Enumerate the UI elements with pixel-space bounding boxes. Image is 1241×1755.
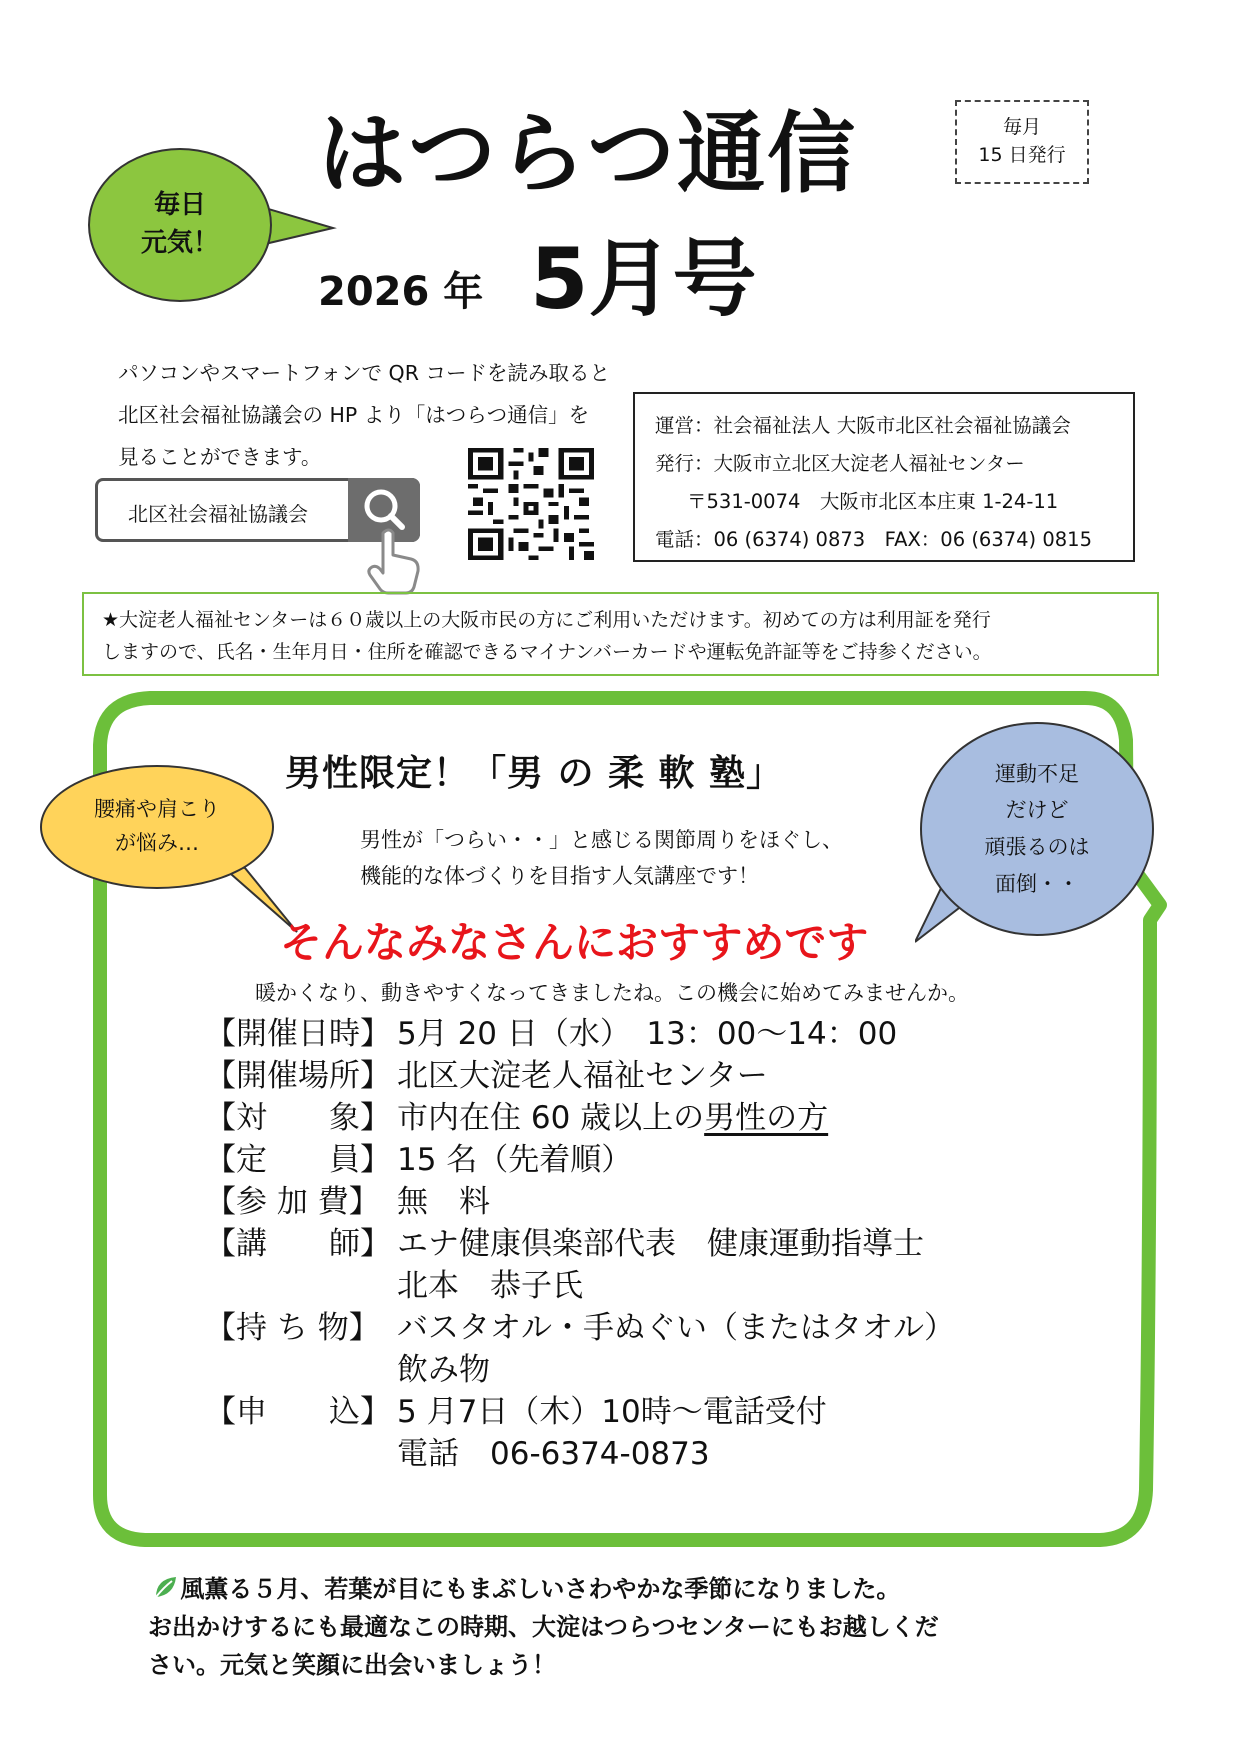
detail-row-fee xyxy=(205,1181,955,1223)
bubble-text-line1: 毎日 xyxy=(153,190,206,221)
event-title: 男性限定！「男 の 柔 軟 塾」 xyxy=(285,753,784,794)
detail-value: 飲み物 xyxy=(397,1352,490,1388)
detail-label: 【申 込】 xyxy=(205,1394,391,1430)
publisher-text: 発行：大阪市立北区大淀老人福祉センター xyxy=(655,452,1025,475)
detail-label: 【講 師】 xyxy=(205,1226,391,1262)
detail-row-lecturer xyxy=(205,1223,955,1265)
speech-bubble-blue xyxy=(920,722,1154,936)
issue-month: 5月号 xyxy=(530,230,757,328)
phone-fax-text: 電話：06 (6374) 0873 FAX：06 (6374) 0815 xyxy=(655,528,1092,551)
detail-row-items xyxy=(205,1307,955,1349)
detail-label: 【定 員】 xyxy=(205,1142,391,1178)
footer-line2: お出かけするにも最適なこの時期、大淀はつらつセンターにもお越しくだ xyxy=(148,1613,939,1641)
address-text: 〒531-0074 大阪市北区本庄東 1-24-11 xyxy=(687,490,1059,513)
detail-label: 【参 加 費】 xyxy=(205,1184,380,1220)
event-details xyxy=(205,1013,955,1475)
detail-value: 電話 06-6374-0873 xyxy=(397,1436,710,1472)
detail-label: 【対 象】 xyxy=(205,1100,391,1136)
detail-label: 【開催日時】 xyxy=(205,1016,391,1052)
invite-text: 暖かくなり、動きやすくなってきましたね。この機会に始めてみませんか。 xyxy=(255,981,969,1005)
event-description xyxy=(360,822,843,894)
notice-line1: ★大淀老人福祉センターは６０歳以上の大阪市民の方にご利用いただけます。初めての方は利用証を発行 xyxy=(102,609,991,631)
footer-line1: 風薫る５月、若葉が目にもまぶしいさわやかな季節になりました。 xyxy=(148,1575,901,1603)
schedule-line1: 毎月 xyxy=(1002,116,1041,139)
detail-value: 15 名（先着順） xyxy=(397,1142,633,1178)
speech-bubble-yellow xyxy=(40,765,274,889)
detail-row-capacity xyxy=(205,1139,955,1181)
qr-intro-line2: 北区社会福祉協議会の HP より「はつらつ通信」を xyxy=(118,403,590,427)
event-desc-line2: 機能的な体づくりを目指す人気講座です！ xyxy=(360,864,759,888)
bubble-left-line2: が悩み… xyxy=(115,831,199,855)
bubble-right-line3: 頑張るのは xyxy=(984,835,1090,859)
detail-value: バスタオル・手ぬぐい（またはタオル） xyxy=(397,1310,955,1346)
bubble-left-line1: 腰痛や肩こり xyxy=(94,797,220,822)
qr-intro-line1: パソコンやスマートフォンで QR コードを読み取ると xyxy=(118,361,610,385)
detail-value: 5月 20 日（水） 13：00～14：00 xyxy=(397,1016,898,1052)
target-text: 市内在住 60 歳以上の xyxy=(397,1100,705,1136)
target-emphasis: 男性の方 xyxy=(704,1100,829,1136)
detail-value: 北本 恭子氏 xyxy=(397,1268,583,1304)
detail-label: 【持 ち 物】 xyxy=(205,1310,380,1346)
seasonal-message xyxy=(148,1570,1108,1684)
issue-year: 2026 年 xyxy=(318,269,484,315)
recommend-heading: そんなみなさんにおすすめです xyxy=(280,918,869,967)
speech-bubble-green xyxy=(88,148,272,302)
detail-row-lecturer-name xyxy=(205,1265,955,1307)
bubble-right-line2: だけど xyxy=(1005,798,1069,823)
detail-row-target xyxy=(205,1097,955,1139)
bubble-text-line2: 元気！ xyxy=(140,228,219,258)
detail-value: 北区大淀老人福祉センター xyxy=(397,1058,768,1094)
search-bar-text: 北区社会福祉協議会 xyxy=(128,502,308,526)
event-desc-line1: 男性が「つらい・・」と感じる関節周りをほぐし、 xyxy=(360,828,843,852)
qr-intro-line3: 見ることができます。 xyxy=(118,445,322,469)
newsletter-title: はつらつ通信 xyxy=(318,102,858,205)
detail-row-apply-phone xyxy=(205,1433,955,1475)
detail-value: 無 料 xyxy=(397,1184,490,1220)
detail-value: 5 月7日（木）10時～電話受付 xyxy=(397,1394,827,1430)
footer-line3: さい。元気と笑顔に出会いましょう！ xyxy=(148,1651,556,1679)
notice-line2: しますので、氏名・生年月日・住所を確認できるマイナンバーカードや運転免許証等をご持参ください。 xyxy=(102,641,992,663)
detail-value: エナ健康倶楽部代表 健康運動指導士 xyxy=(397,1226,924,1262)
detail-row-items-2 xyxy=(205,1349,955,1391)
bubble-right-line1: 運動不足 xyxy=(995,761,1079,786)
detail-row-date xyxy=(205,1013,955,1055)
detail-value xyxy=(375,1097,828,1139)
operator-text: 運営：社会福祉法人 大阪市北区社会福祉協議会 xyxy=(655,414,1071,437)
detail-row-place xyxy=(205,1055,955,1097)
detail-row-apply xyxy=(205,1391,955,1433)
bubble-right-line4: 面倒・・ xyxy=(995,871,1079,896)
detail-label: 【開催場所】 xyxy=(205,1058,391,1094)
schedule-line2: 15 日発行 xyxy=(978,144,1066,166)
